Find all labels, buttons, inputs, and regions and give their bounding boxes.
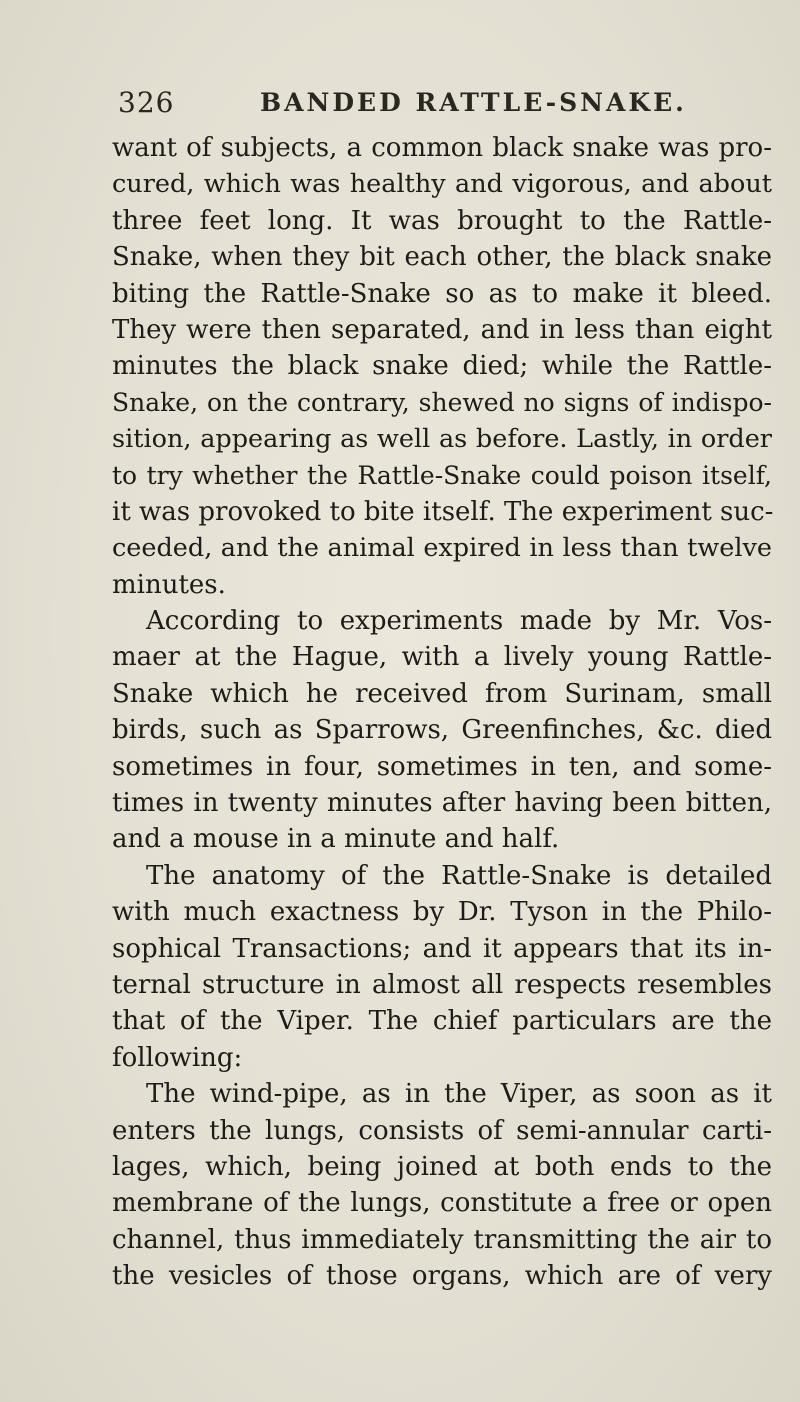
text-line: maer at the Hague, with a lively young Rattle- [112, 642, 772, 673]
text-line: want of subjects, a common black snake was pro- [112, 133, 772, 163]
text-line: lages, which, being joined at both ends to the [112, 1151, 772, 1182]
text-line: Snake which he received from Surinam, small [112, 678, 772, 709]
text-line: with much exactness by Dr. Tyson in the Philo- [112, 897, 772, 928]
text-line: the vesicles of those organs, which are of very [112, 1261, 772, 1292]
text-line: to try whether the Rattle-Snake could poison itself, [112, 460, 772, 490]
text-line: cured, which was healthy and vigorous, and about [112, 169, 772, 200]
text-line: three feet long. It was brought to the Rattle- [112, 205, 772, 236]
text-line: membrane of the lungs, constitute a free or open [112, 1188, 772, 1219]
text-line: times in twenty minutes after having been bitten, [112, 788, 772, 819]
text-line: Snake, on the contrary, shewed no signs of indispo- [112, 387, 772, 417]
text-line: sition, appearing as well as before. Lastly, in order [112, 424, 772, 455]
paragraph-start-line: The wind-pipe, as in the Viper, as soon as it [146, 1079, 772, 1110]
text-line: biting the Rattle-Snake so as to make it bleed. [112, 278, 772, 309]
text-line: Snake, when they bit each other, the black snake [112, 242, 772, 273]
page-number: 326 [118, 86, 175, 119]
text-line: minutes the black snake died; while the Rattle- [112, 351, 772, 382]
paragraph-end-line: minutes. [112, 569, 226, 600]
paragraph-end-line: following: [112, 1042, 243, 1073]
text-line: birds, such as Sparrows, Greenfinches, &c. died [112, 715, 772, 746]
text-line: ternal structure in almost all respects resembles [112, 969, 772, 1000]
text-line: enters the lungs, consists of semi-annular carti- [112, 1115, 772, 1146]
page-header [118, 86, 758, 126]
body-text [112, 130, 772, 1295]
text-line: ceeded, and the animal expired in less than twelve [112, 533, 772, 564]
running-head: BANDED RATTLE-SNAKE. [260, 88, 687, 117]
text-line: it was provoked to bite itself. The experiment suc- [112, 496, 774, 527]
paragraph-start-line: The anatomy of the Rattle-Snake is detailed [146, 860, 772, 891]
text-line: sophical Transactions; and it appears that its in- [112, 933, 772, 964]
paragraph-end-line: and a mouse in a minute and half. [112, 824, 560, 855]
text-line: channel, thus immediately transmitting the air to [112, 1224, 772, 1255]
text-line: that of the Viper. The chief particulars are the [112, 1006, 772, 1037]
paragraph-start-line: According to experiments made by Mr. Vos- [146, 606, 772, 637]
text-line: They were then separated, and in less than eight [112, 314, 772, 345]
text-line: sometimes in four, sometimes in ten, and some- [112, 751, 772, 782]
